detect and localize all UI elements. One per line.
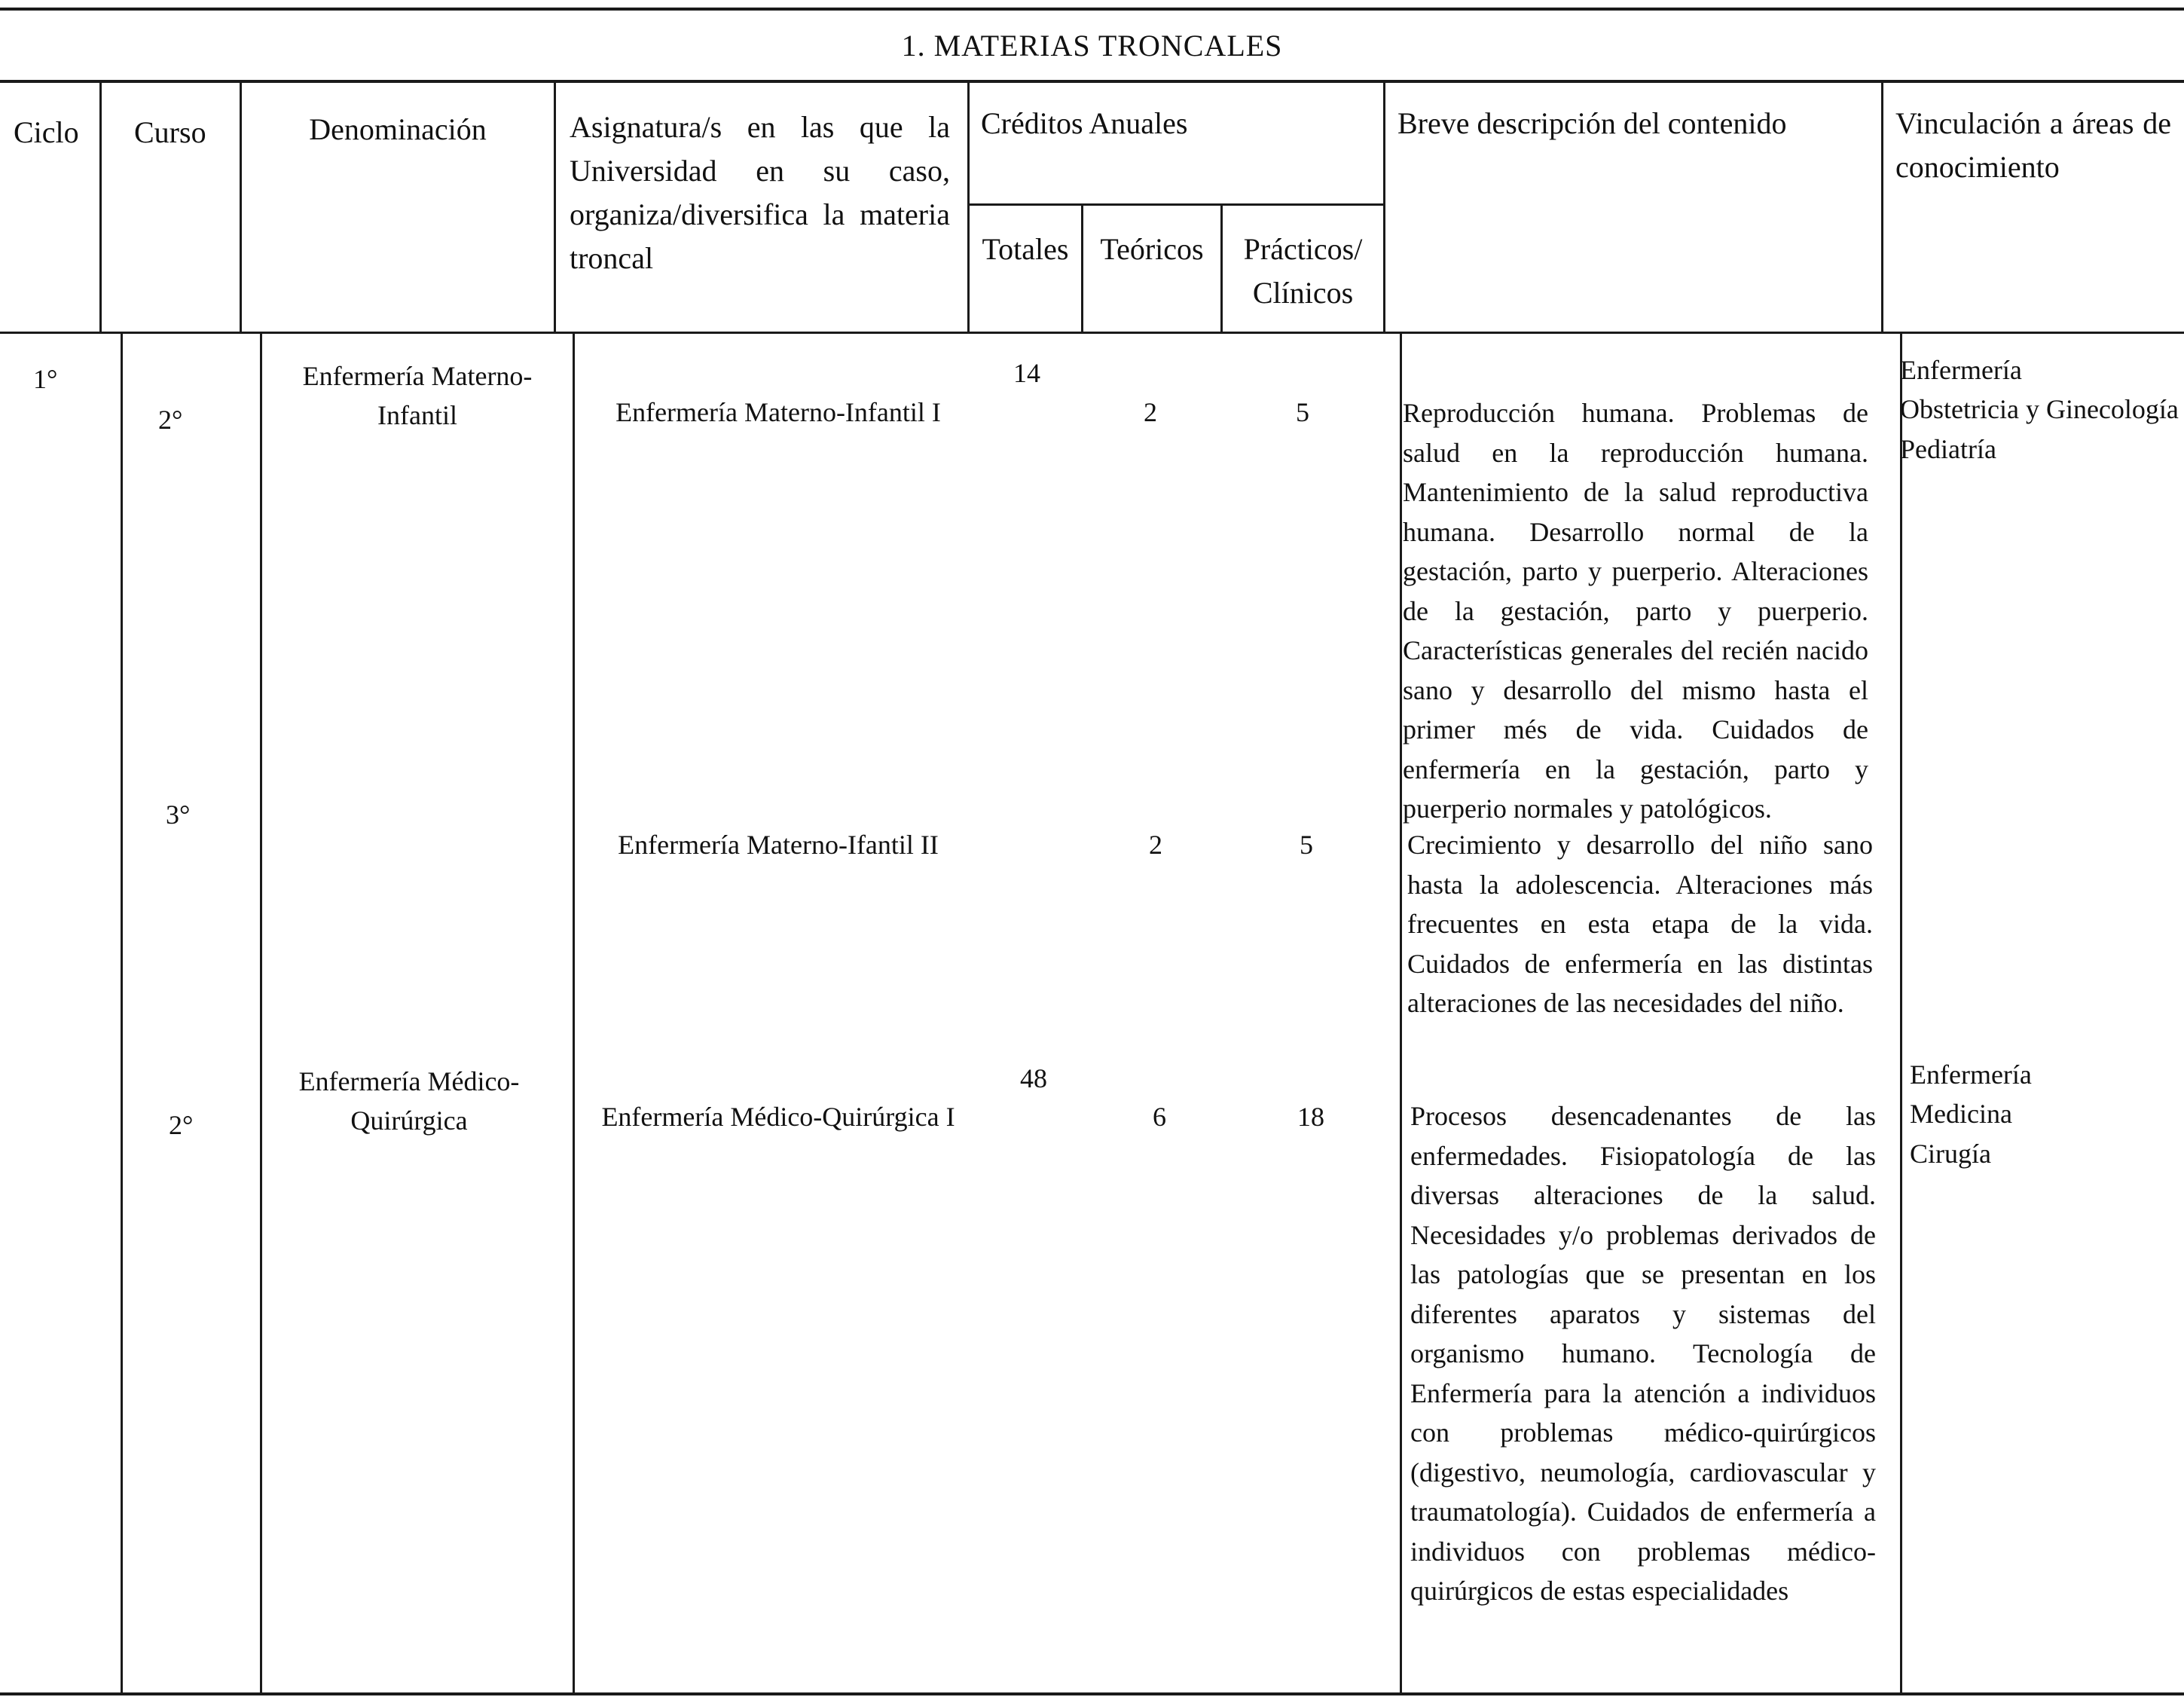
header-ciclo: Ciclo <box>14 115 79 149</box>
asignatura-name: Enfermería Materno-Infantil I <box>615 397 941 427</box>
descripcion-text: Procesos desencadenantes de las enfermedades. Fisiopatología de las diversas alteraciones de la salud. Necesidades y/o problemas derivados de las patologías que se presentan en los diferentes aparatos y sistemas del organismo humano. Tecnología de Enfermería para la atención a individuos con problemas médico-quirúrgicos (digestivo, neumología, cardiovascular y traumatología). Cuidados de enfermería a individuos con problemas médico-quirúrgicos de estas especialidades <box>1410 1101 1876 1606</box>
col-divider <box>121 334 123 1692</box>
teoricos-value: 6 <box>1153 1102 1166 1132</box>
header-denominacion: Denominación <box>309 112 487 146</box>
col-divider <box>554 83 556 332</box>
asignatura-name: Enfermería Médico-Quirúrgica I <box>601 1102 955 1132</box>
descripcion-text: Reproducción humana. Problemas de salud en la reproducción humana. Mantenimiento de la salud reproductiva humana. Desarrollo normal de la gestación, parto y puerperio. Alteraciones de la gestación, parto y puerperio. Características generales del recién nacido sano y desarrollo del mismo hasta el primer més de vida. Cuidados de enfermería en la gestación, parto y puerperio normales y patológicos. <box>1403 398 1868 824</box>
col-divider <box>1383 83 1385 332</box>
header-clinicos: Clínicos <box>1252 276 1354 310</box>
curso-value: 3° <box>166 800 191 830</box>
title-rule <box>0 80 2184 83</box>
col-divider <box>1400 334 1402 1692</box>
area-item: Medicina <box>1910 1099 2012 1129</box>
header-totales: Totales <box>982 232 1069 266</box>
area-item: Obstetricia y Ginecología <box>1900 394 2179 424</box>
top-rule <box>0 8 2184 11</box>
table-title: 1. MATERIAS TRONCALES <box>901 29 1283 63</box>
teoricos-value: 2 <box>1149 830 1162 860</box>
col-divider <box>967 83 970 332</box>
asignatura-name: Enfermería Materno-Ifantil II <box>618 830 939 860</box>
teoricos-value: 2 <box>1144 397 1157 427</box>
header-teoricos: Teóricos <box>1100 232 1204 266</box>
totales-value: 14 <box>1013 358 1040 388</box>
header-curso: Curso <box>134 115 206 149</box>
col-divider <box>573 334 575 1692</box>
area-item: Enfermería <box>1910 1059 2032 1090</box>
area-item: Cirugía <box>1910 1139 1991 1169</box>
curso-value: 2° <box>169 1110 194 1140</box>
col-divider <box>99 83 102 332</box>
practicos-value: 5 <box>1296 397 1309 427</box>
col-divider <box>1900 334 1902 1692</box>
practicos-value: 5 <box>1300 830 1313 860</box>
col-divider <box>1881 83 1883 332</box>
header-asignatura: Asignatura/s en las que la Universidad en su caso, organiza/diversifica la materia troncal <box>570 110 950 275</box>
ciclo-value: 1° <box>33 364 58 394</box>
denominacion-line: Enfermería Médico- <box>298 1066 520 1096</box>
header-creditos: Créditos Anuales <box>981 106 1188 140</box>
denominacion-line: Enfermería Materno- <box>302 361 533 391</box>
creditos-rule <box>968 203 1384 206</box>
header-practicos: Prácticos/ <box>1243 232 1363 266</box>
denominacion-line: Infantil <box>377 400 457 430</box>
descripcion-text: Crecimiento y desarrollo del niño sano hasta la adolescencia. Alteraciones más frecuentes en esta etapa de la vida. Cuidados de enfermería en las distintas alteraciones de las necesidades del niño. <box>1407 830 1873 1018</box>
header-descripcion: Breve descripción del contenido <box>1397 106 1787 140</box>
bottom-rule <box>0 1692 2184 1695</box>
denominacion-line: Quirúrgica <box>350 1105 468 1136</box>
practicos-value: 18 <box>1297 1102 1324 1132</box>
col-divider <box>260 334 262 1692</box>
header-rule <box>0 332 2184 334</box>
area-item: Enfermería <box>1900 355 2022 385</box>
area-item: Pediatría <box>1900 434 1996 464</box>
curso-value: 2° <box>158 405 183 435</box>
totales-value: 48 <box>1020 1063 1047 1093</box>
header-vinculacion: Vinculación a áreas de conocimiento <box>1895 106 2171 184</box>
